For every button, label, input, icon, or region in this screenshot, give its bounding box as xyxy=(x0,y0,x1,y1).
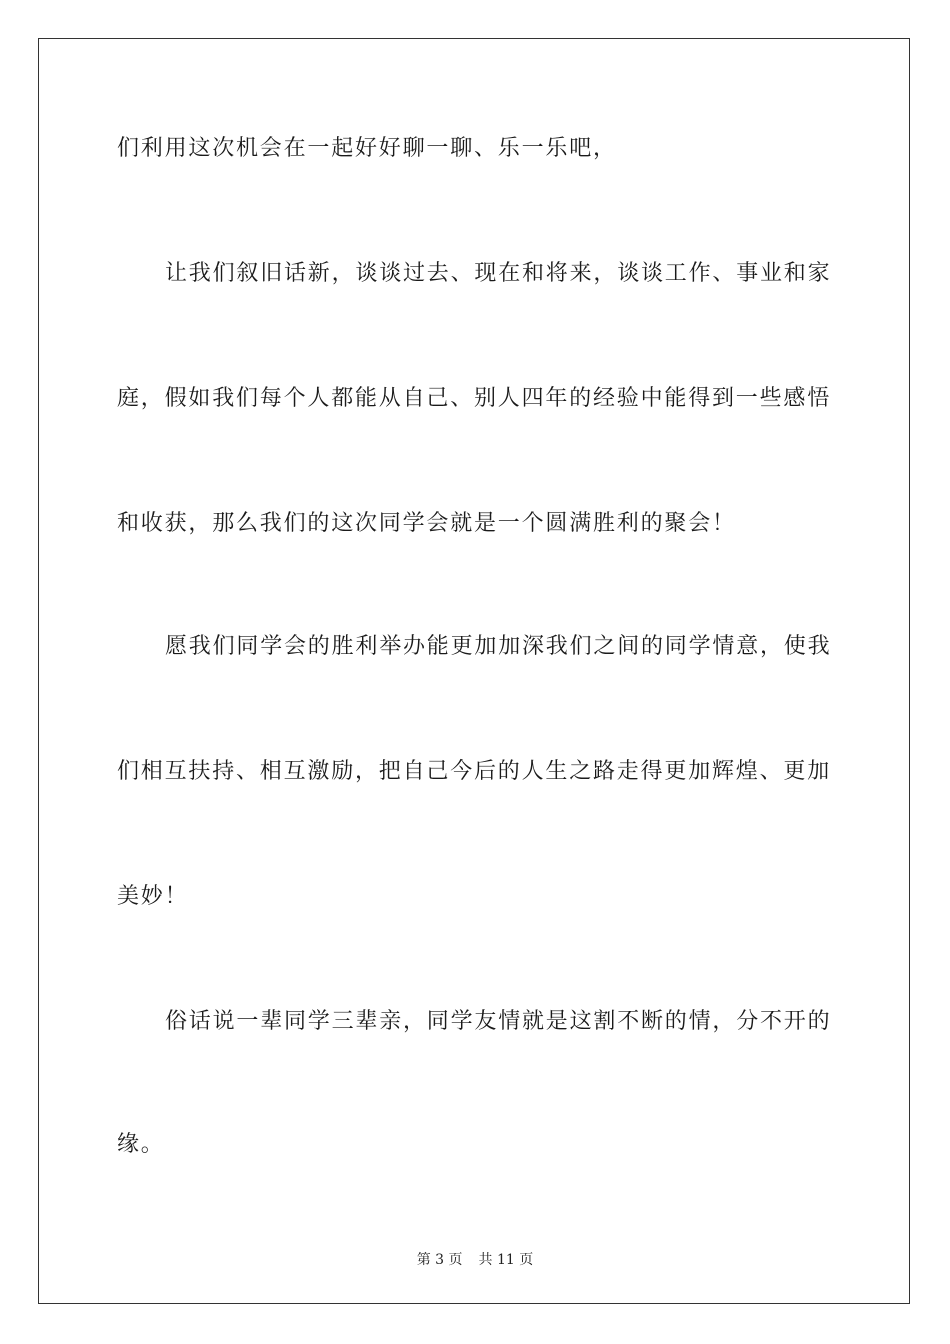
text-line-8: 俗话说一辈同学三辈亲，同学友情就是这割不断的情，分不开的 xyxy=(165,1009,832,1034)
page-frame xyxy=(38,38,910,1304)
page-number: 第 3 页 xyxy=(416,1252,463,1268)
text-line-6: 们相互扶持、相互激励，把自己今后的人生之路走得更加辉煌、更加 xyxy=(117,759,832,784)
text-line-4: 和收获，那么我们的这次同学会就是一个圆满胜利的聚会！ xyxy=(117,511,736,536)
text-line-7: 美妙！ xyxy=(117,884,189,909)
page-footer xyxy=(0,1249,950,1269)
page-total: 共 11 页 xyxy=(478,1252,534,1268)
text-line-2: 让我们叙旧话新，谈谈过去、现在和将来，谈谈工作、事业和家 xyxy=(165,261,832,286)
text-line-5: 愿我们同学会的胜利举办能更加加深我们之间的同学情意，使我 xyxy=(165,634,832,659)
text-line-1: 们利用这次机会在一起好好聊一聊、乐一乐吧， xyxy=(117,136,617,161)
text-line-3: 庭，假如我们每个人都能从自己、别人四年的经验中能得到一些感悟 xyxy=(117,386,832,411)
text-line-9: 缘。 xyxy=(117,1132,165,1157)
